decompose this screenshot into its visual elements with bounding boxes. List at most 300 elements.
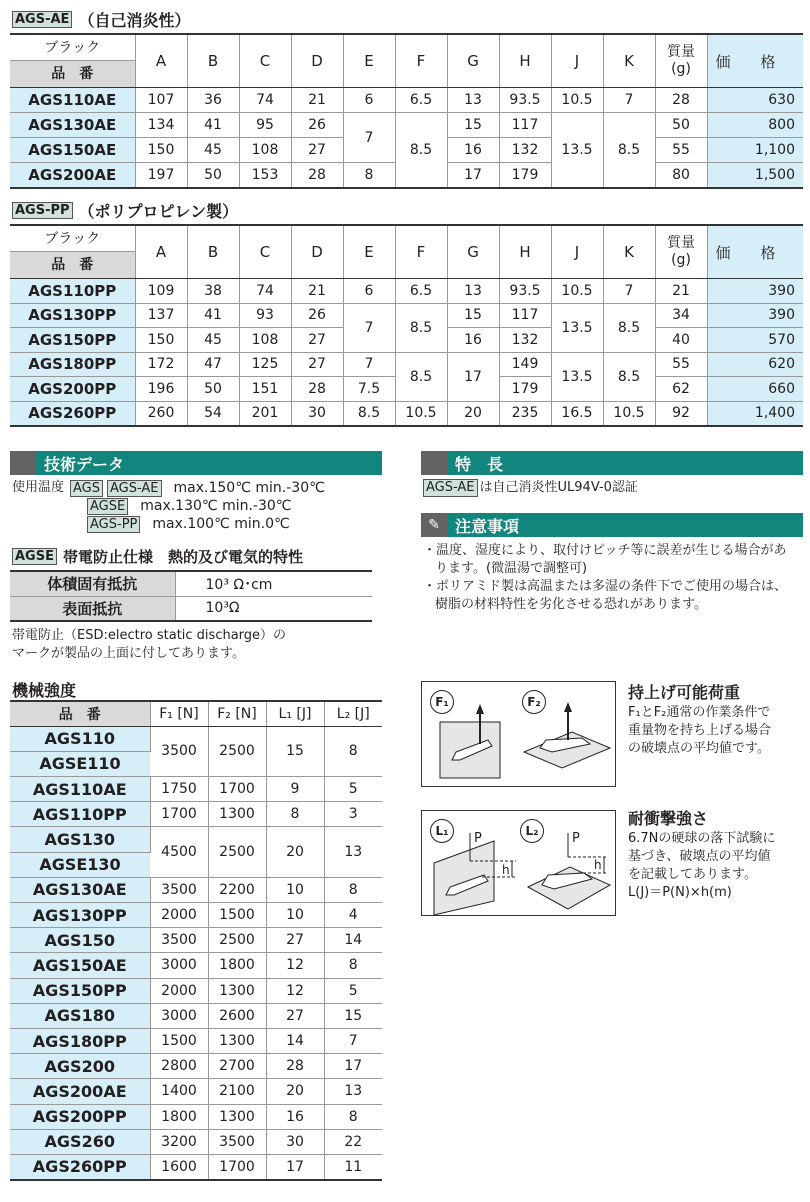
mech-f1: 2800 <box>150 1054 208 1079</box>
header-hinban: 品 番 <box>10 252 135 278</box>
impact-text-1: 基づき、破壊点の平均値 <box>628 849 771 864</box>
header-col-H: H <box>499 34 551 88</box>
ae-G: 17 <box>447 163 499 188</box>
pp-K: 7 <box>603 279 655 304</box>
lift-handles-svg <box>422 682 615 786</box>
ae-G: 16 <box>447 138 499 163</box>
mech-l1: 20 <box>266 1079 324 1104</box>
ae-mass: 28 <box>655 88 707 113</box>
mech-f1: 1800 <box>150 1104 208 1129</box>
ae-section-title <box>12 8 190 31</box>
mech-f2: 1700 <box>208 1154 266 1179</box>
header-col-G: G <box>447 225 499 279</box>
mech-table <box>10 700 382 1181</box>
mech-model: AGS180 <box>10 1003 150 1028</box>
ae-A: 150 <box>135 138 187 163</box>
pp-H: 179 <box>499 377 551 402</box>
pp-model: AGS260PP <box>10 401 135 426</box>
header-col-C: C <box>239 225 291 279</box>
pp-price: 390 <box>707 303 803 328</box>
mech-f1: 3500 <box>150 726 208 776</box>
pp-model: AGS200PP <box>10 377 135 402</box>
features-body <box>423 479 638 497</box>
ae-price: 800 <box>707 113 803 138</box>
header-price: 価 格 <box>707 34 803 88</box>
pp-A: 150 <box>135 328 187 353</box>
pp-B: 38 <box>187 279 239 304</box>
header-col-B: B <box>187 34 239 88</box>
mech-f2: 1300 <box>208 1104 266 1129</box>
lift-text-2: の破壊点の平均値です。 <box>628 741 770 756</box>
ae-mass: 55 <box>655 138 707 163</box>
mech-model: AGS110 <box>10 726 150 751</box>
pp-E: 7.5 <box>343 377 395 402</box>
header-mass <box>655 34 707 88</box>
pp-D: 27 <box>291 352 343 377</box>
p-label-2: P <box>572 831 580 846</box>
pp-price: 1,400 <box>707 401 803 426</box>
mech-model: AGS130 <box>10 827 150 852</box>
ae-C: 153 <box>239 163 291 188</box>
header-mass-unit: (g) <box>671 61 691 77</box>
antistatic-title-row <box>12 546 303 567</box>
mech-model: AGS180PP <box>10 1028 150 1053</box>
header-col-G: G <box>447 34 499 88</box>
mech-l1: 27 <box>266 1003 324 1028</box>
ae-D: 26 <box>291 113 343 138</box>
header-col-A: A <box>135 225 187 279</box>
header-mass-label: 質量 <box>667 44 695 60</box>
pp-B: 50 <box>187 377 239 402</box>
mech-f2: 1300 <box>208 978 266 1003</box>
anti-label-0: 体積固有抵抗 <box>10 571 175 596</box>
mech-f2: 2500 <box>208 827 266 877</box>
mech-l2: 8 <box>324 877 382 902</box>
ae-H: 117 <box>499 113 551 138</box>
ae-J: 13.5 <box>551 113 603 188</box>
ae-price: 630 <box>707 88 803 113</box>
mech-f2: 1700 <box>208 777 266 802</box>
mech-f2: 1500 <box>208 903 266 928</box>
caution-bar <box>421 513 803 537</box>
ae-A: 197 <box>135 163 187 188</box>
pp-F: 8.5 <box>395 303 447 352</box>
mech-f1: 3500 <box>150 877 208 902</box>
mech-l1: 12 <box>266 978 324 1003</box>
mech-f2: 2500 <box>208 928 266 953</box>
mech-f1: 1500 <box>150 1028 208 1053</box>
pp-price: 620 <box>707 352 803 377</box>
pp-C: 125 <box>239 352 291 377</box>
mech-f1: 1600 <box>150 1154 208 1179</box>
pp-C: 74 <box>239 279 291 304</box>
ae-E: 7 <box>343 113 395 163</box>
header-col-K: K <box>603 34 655 88</box>
mech-f1: 2000 <box>150 978 208 1003</box>
mech-f2: 1300 <box>208 1028 266 1053</box>
header-mass <box>655 225 707 279</box>
ae-A: 107 <box>135 88 187 113</box>
mech-f2: 2100 <box>208 1079 266 1104</box>
antistatic-table <box>10 570 372 622</box>
mech-l1: 10 <box>266 877 324 902</box>
ae-H: 179 <box>499 163 551 188</box>
ae-B: 36 <box>187 88 239 113</box>
ae-C: 108 <box>239 138 291 163</box>
lift-text-1: 重量物を持ち上げる場合 <box>628 723 772 738</box>
mech-f1: 3500 <box>150 928 208 953</box>
use-temp-label: 使用温度 <box>12 480 65 495</box>
mech-l2: 13 <box>324 827 382 877</box>
ae-D: 21 <box>291 88 343 113</box>
mech-f1: 3000 <box>150 953 208 978</box>
pp-D: 26 <box>291 303 343 328</box>
mech-model: AGS130AE <box>10 877 150 902</box>
ae-G: 13 <box>447 88 499 113</box>
pp-A: 137 <box>135 303 187 328</box>
ae-model: AGS130AE <box>10 113 135 138</box>
mech-l2: 11 <box>324 1154 382 1179</box>
pp-mass: 40 <box>655 328 707 353</box>
mech-f2: 2700 <box>208 1054 266 1079</box>
temp-line <box>87 515 325 533</box>
pp-J: 16.5 <box>551 401 603 426</box>
header-col-A: A <box>135 34 187 88</box>
ae-B: 45 <box>187 138 239 163</box>
mech-l1: 20 <box>266 827 324 877</box>
pp-E: 7 <box>343 352 395 377</box>
features-text: は自己消炎性UL94V-0認証 <box>479 480 638 495</box>
mech-l2: 4 <box>324 903 382 928</box>
mech-f1: 1700 <box>150 802 208 827</box>
agse-tag: AGSE <box>12 548 57 565</box>
pp-B: 45 <box>187 328 239 353</box>
lift-text <box>628 704 771 758</box>
pp-G: 15 <box>447 303 499 328</box>
mech-l2: 17 <box>324 1054 382 1079</box>
pp-E: 8.5 <box>343 401 395 426</box>
anti-note-1: 帯電防止（ESD:electro static discharge）の <box>12 628 287 643</box>
pp-tag: AGS-PP <box>12 202 73 219</box>
tech-title: 技術データ <box>44 454 125 474</box>
header-col-K: K <box>603 225 655 279</box>
pp-K: 8.5 <box>603 303 655 352</box>
mech-l1: 16 <box>266 1104 324 1129</box>
impact-text-3: L(J)＝P(N)×h(m) <box>628 885 732 900</box>
header-mass-label: 質量 <box>667 235 695 251</box>
pp-price: 390 <box>707 279 803 304</box>
p-label-1: P <box>474 831 482 846</box>
ae-model: AGS150AE <box>10 138 135 163</box>
mech-model: AGS200 <box>10 1054 150 1079</box>
header-model <box>10 225 135 279</box>
ae-B: 41 <box>187 113 239 138</box>
mech-f1: 2000 <box>150 903 208 928</box>
mech-l2: 5 <box>324 978 382 1003</box>
tech-lines <box>70 479 325 533</box>
h-label-2: h <box>594 858 602 872</box>
f2-label: F₂ <box>522 690 546 714</box>
ae-C: 95 <box>239 113 291 138</box>
mech-header-2: F₂ [N] <box>208 701 266 726</box>
mech-f2: 3500 <box>208 1129 266 1154</box>
header-col-E: E <box>343 34 395 88</box>
ae-H: 132 <box>499 138 551 163</box>
pp-H: 93.5 <box>499 279 551 304</box>
header-mass-unit: (g) <box>671 252 691 268</box>
mech-l2: 8 <box>324 1104 382 1129</box>
mech-model: AGS110PP <box>10 802 150 827</box>
caution-item-0: ・温度、湿度により、取付けピッチ等に誤差が生じる場合があります。(微温湯で調整可) <box>423 543 787 576</box>
mech-header-0: 品 番 <box>10 701 150 726</box>
pp-H: 149 <box>499 352 551 377</box>
ae-A: 134 <box>135 113 187 138</box>
pp-title: （ポリプロピレン製） <box>78 202 239 221</box>
temp-text: max.100℃ min.0℃ <box>152 516 290 532</box>
pp-H: 117 <box>499 303 551 328</box>
mech-l1: 14 <box>266 1028 324 1053</box>
header-col-F: F <box>395 34 447 88</box>
mech-model: AGS150 <box>10 928 150 953</box>
features-title: 特 長 <box>455 454 504 474</box>
pp-model: AGS130PP <box>10 303 135 328</box>
anti-value-1: 10³Ω <box>175 596 372 621</box>
ae-model: AGS200AE <box>10 163 135 188</box>
pp-section-title <box>12 199 238 222</box>
ae-tag: AGS-AE <box>12 11 72 28</box>
mech-l2: 14 <box>324 928 382 953</box>
tech-body <box>12 479 384 533</box>
pp-C: 108 <box>239 328 291 353</box>
anti-note-2: マークが製品の上面に付してあります。 <box>12 646 245 661</box>
mech-l2: 22 <box>324 1129 382 1154</box>
impact-text <box>628 830 775 902</box>
mech-f1: 3200 <box>150 1129 208 1154</box>
pp-F: 10.5 <box>395 401 447 426</box>
mech-model: AGS150PP <box>10 978 150 1003</box>
l2-label: L₂ <box>520 819 544 843</box>
mech-l2: 5 <box>324 777 382 802</box>
lift-title: 持上げ可能荷重 <box>628 683 741 702</box>
pp-A: 172 <box>135 352 187 377</box>
impact-diagram <box>421 810 616 916</box>
f1-handle-figure <box>440 704 500 778</box>
impact-title: 耐衝撃強さ <box>628 809 709 828</box>
mech-l1: 30 <box>266 1129 324 1154</box>
pp-model: AGS110PP <box>10 279 135 304</box>
pp-mass: 55 <box>655 352 707 377</box>
mech-model: AGS130PP <box>10 903 150 928</box>
mech-title: 機械強度 <box>12 681 77 700</box>
pp-E: 6 <box>343 279 395 304</box>
ae-model: AGS110AE <box>10 88 135 113</box>
mech-model: AGS200AE <box>10 1079 150 1104</box>
features-tag: AGS-AE <box>423 479 478 497</box>
mech-l1: 15 <box>266 726 324 776</box>
mech-header-1: F₁ [N] <box>150 701 208 726</box>
pencil-icon: ✎ <box>421 513 447 537</box>
header-col-J: J <box>551 225 603 279</box>
mech-l1: 28 <box>266 1054 324 1079</box>
pp-C: 151 <box>239 377 291 402</box>
anti-value-0: 10³ Ω･cm <box>175 571 372 596</box>
mech-model: AGS110AE <box>10 777 150 802</box>
lift-text-0: F₁とF₂通常の作業条件で <box>628 705 771 720</box>
pp-G: 17 <box>447 352 499 401</box>
pp-J: 13.5 <box>551 303 603 352</box>
ae-D: 28 <box>291 163 343 188</box>
temp-tag: AGS-PP <box>87 516 140 533</box>
features-bar <box>421 451 803 475</box>
pp-D: 30 <box>291 401 343 426</box>
h-label-1: h <box>502 863 510 877</box>
ae-C: 74 <box>239 88 291 113</box>
mech-l1: 12 <box>266 953 324 978</box>
pp-mass: 21 <box>655 279 707 304</box>
mech-f1: 3000 <box>150 1003 208 1028</box>
pp-G: 20 <box>447 401 499 426</box>
mech-l1: 27 <box>266 928 324 953</box>
temp-text: max.150℃ min.-30℃ <box>173 480 325 496</box>
ae-F: 8.5 <box>395 113 447 188</box>
mech-l1: 10 <box>266 903 324 928</box>
pp-D: 28 <box>291 377 343 402</box>
pp-spec-table <box>10 224 803 427</box>
pp-H: 132 <box>499 328 551 353</box>
header-black: ブラック <box>10 35 135 61</box>
pp-C: 93 <box>239 303 291 328</box>
caution-item-1: ・ポリアミド製は高温または多湿の条件下でご使用の場合は、樹脂の材料特性を劣化させる恐れがあります。 <box>423 579 788 612</box>
ae-price: 1,500 <box>707 163 803 188</box>
pp-B: 41 <box>187 303 239 328</box>
pp-F: 6.5 <box>395 279 447 304</box>
ae-E: 8 <box>343 163 395 188</box>
mech-f2: 1300 <box>208 802 266 827</box>
pp-K: 10.5 <box>603 401 655 426</box>
temp-line <box>70 479 325 497</box>
mech-f1: 4500 <box>150 827 208 877</box>
mech-header-4: L₂ [J] <box>324 701 382 726</box>
ae-K: 7 <box>603 88 655 113</box>
temp-tag: AGS-AE <box>107 480 162 497</box>
f1-label: F₁ <box>430 690 454 714</box>
pp-G: 16 <box>447 328 499 353</box>
temp-tag: AGSE <box>87 498 128 515</box>
pp-B: 47 <box>187 352 239 377</box>
header-col-J: J <box>551 34 603 88</box>
header-black: ブラック <box>10 226 135 252</box>
pp-E: 7 <box>343 303 395 352</box>
impact-handles-svg <box>422 811 615 915</box>
antistatic-title: 帯電防止仕様 熱的及び電気的特性 <box>62 548 303 566</box>
anti-label-1: 表面抵抗 <box>10 596 175 621</box>
lift-diagram <box>421 681 616 787</box>
mech-header-3: L₁ [J] <box>266 701 324 726</box>
pp-K: 8.5 <box>603 352 655 401</box>
mech-model: AGS200PP <box>10 1104 150 1129</box>
ae-H: 93.5 <box>499 88 551 113</box>
mech-l2: 15 <box>324 1003 382 1028</box>
ae-F: 6.5 <box>395 88 447 113</box>
header-col-E: E <box>343 225 395 279</box>
pp-mass: 62 <box>655 377 707 402</box>
mech-model: AGS150AE <box>10 953 150 978</box>
mech-l1: 17 <box>266 1154 324 1179</box>
mech-l1: 8 <box>266 802 324 827</box>
pp-mass: 34 <box>655 303 707 328</box>
pp-G: 13 <box>447 279 499 304</box>
header-col-D: D <box>291 34 343 88</box>
mech-l2: 7 <box>324 1028 382 1053</box>
mech-f2: 1800 <box>208 953 266 978</box>
mech-model: AGSE110 <box>10 751 150 776</box>
header-col-D: D <box>291 225 343 279</box>
mech-l2: 8 <box>324 726 382 776</box>
mech-model: AGS260PP <box>10 1154 150 1179</box>
temp-tag: AGS <box>70 480 103 497</box>
pp-D: 27 <box>291 328 343 353</box>
ae-E: 6 <box>343 88 395 113</box>
ae-B: 50 <box>187 163 239 188</box>
temp-line <box>87 497 325 515</box>
pp-C: 201 <box>239 401 291 426</box>
pp-mass: 92 <box>655 401 707 426</box>
f2-handle-figure <box>524 702 610 768</box>
pp-H: 235 <box>499 401 551 426</box>
pp-price: 660 <box>707 377 803 402</box>
mech-model: AGS260 <box>10 1129 150 1154</box>
ae-mass: 50 <box>655 113 707 138</box>
mech-f2: 2600 <box>208 1003 266 1028</box>
header-col-B: B <box>187 225 239 279</box>
pp-B: 54 <box>187 401 239 426</box>
mech-l2: 8 <box>324 953 382 978</box>
ae-J: 10.5 <box>551 88 603 113</box>
tech-bar <box>10 451 382 475</box>
impact-text-2: を記載してあります。 <box>628 867 757 882</box>
pp-A: 260 <box>135 401 187 426</box>
antistatic-note <box>12 627 286 663</box>
header-col-F: F <box>395 225 447 279</box>
mech-f2: 2200 <box>208 877 266 902</box>
mech-f2: 2500 <box>208 726 266 776</box>
mech-f1: 1750 <box>150 777 208 802</box>
pp-A: 109 <box>135 279 187 304</box>
ae-spec-table <box>10 33 803 189</box>
pp-price: 570 <box>707 328 803 353</box>
ae-K: 8.5 <box>603 113 655 188</box>
mech-f1: 1400 <box>150 1079 208 1104</box>
pp-model: AGS150PP <box>10 328 135 353</box>
caution-title: 注意事項 <box>455 516 520 536</box>
temp-text: max.130℃ min.-30℃ <box>140 498 292 514</box>
mech-l2: 13 <box>324 1079 382 1104</box>
mech-l1: 9 <box>266 777 324 802</box>
ae-title: （自己消炎性） <box>78 11 191 30</box>
header-model <box>10 34 135 88</box>
mech-model: AGSE130 <box>10 852 150 877</box>
ae-price: 1,100 <box>707 138 803 163</box>
pp-J: 10.5 <box>551 279 603 304</box>
header-price: 価 格 <box>707 225 803 279</box>
pp-F: 8.5 <box>395 352 447 401</box>
pp-D: 21 <box>291 279 343 304</box>
pp-J: 13.5 <box>551 352 603 401</box>
mech-l2: 3 <box>324 802 382 827</box>
impact-text-0: 6.7Nの硬球の落下試験に <box>628 831 776 846</box>
header-hinban: 品 番 <box>10 61 135 87</box>
header-col-C: C <box>239 34 291 88</box>
